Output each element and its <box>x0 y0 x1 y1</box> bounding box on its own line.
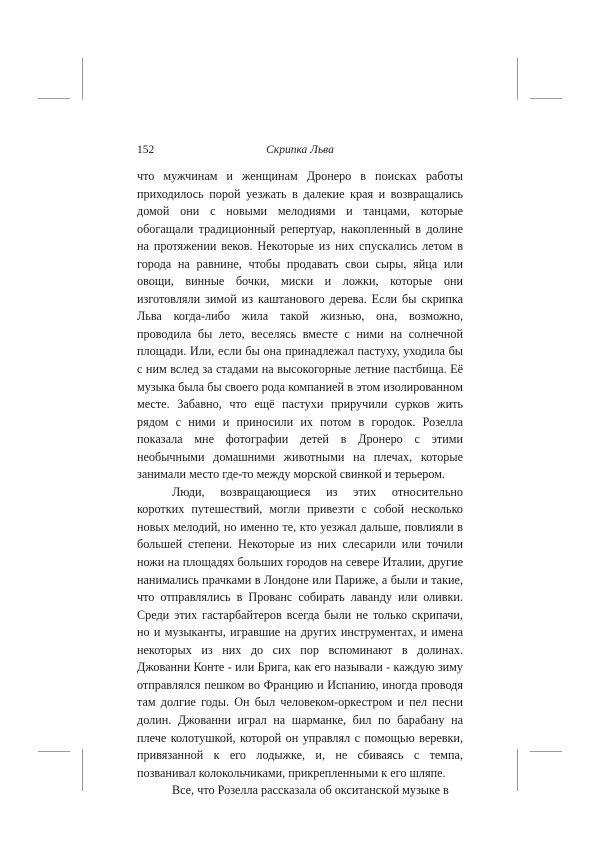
crop-mark-top-left-horizontal <box>38 98 70 99</box>
crop-mark-bottom-left-vertical <box>82 749 83 791</box>
paragraph-continued: что мужчинам и женщинам Дронеро в поисках работы приходилось порой уезжать в далекие края и возвращались домой они с новыми мелодиями и танцами, которые обогащали традиционный репертуар, накопленный в долине на протяжении веков. Некоторые из них спускались летом в города на равнине, чтобы продавать свои сыры, яйца или овощи, винные бочки, миски и ложки, которые они изготовляли зимой из каштанового дерева. Если бы скрипка Льва когда-либо жила такой жизнью, она, возможно, проводила бы лето, веселясь вместе с ними на солнечной площади. Или, если бы она принадлежал пастуху, уходила бы с ним вслед за стадами на высокогорные летние пастбища. Её музыка была бы своего рода компанией в этом изолированном месте. Забавно, что ещё пастухи приручили сурков жить рядом с ними и приносили их потом в городок. Розелла показала мне фотографии детей в Дронеро с этими необычными домашними животными на плечах, которые занимали место где-то между морской свинкой и терьером. <box>137 169 463 482</box>
page-number: 152 <box>137 144 155 156</box>
crop-mark-bottom-right-horizontal <box>530 751 562 752</box>
crop-mark-top-left-vertical <box>82 58 83 100</box>
paragraph: Люди, возвращающиеся из этих относительно коротких путешествий, могли привезти с собой несколько новых мелодий, но именно те, кто уезжал дальше, повлияли в большей степени. Некоторые из них слесарили или точили ножи на площадях больших городов на севере Италии, другие нанимались прачками в Лондоне или Париже, а были и такие, что отправлялись в Прованс собирать лаванду или оливки. Среди этих гастарбайтеров всегда были не только скрипачи, но и музыканты, игравшие на других инструментах, и имена некоторых из них до сих пор вспоминают в долинах. Джованни Конте - или Брига, как его называли - каждую зиму отправлялся пешком во Францию и Испанию, иногда проводя там долгие годы. Он был человеком-оркестром и пел песни долин. Джованни играл на шарманке, бил по барабану на плече колотушкой, которой он управлял с помощью веревки, привязанной к его лодыжке, и, не сбиваясь с темпа, позванивал колокольчиками, прикрепленными к его шляпе. <box>137 484 463 780</box>
running-head <box>137 144 463 158</box>
paragraph: Все, что Розелла рассказала об окситанской музыке в <box>172 783 449 798</box>
crop-mark-top-right-vertical <box>517 58 518 100</box>
crop-mark-top-right-horizontal <box>530 98 562 99</box>
running-title: Скрипка Льва <box>266 144 334 156</box>
body-text <box>137 168 463 800</box>
crop-mark-bottom-left-horizontal <box>38 751 70 752</box>
crop-mark-bottom-right-vertical <box>517 749 518 791</box>
